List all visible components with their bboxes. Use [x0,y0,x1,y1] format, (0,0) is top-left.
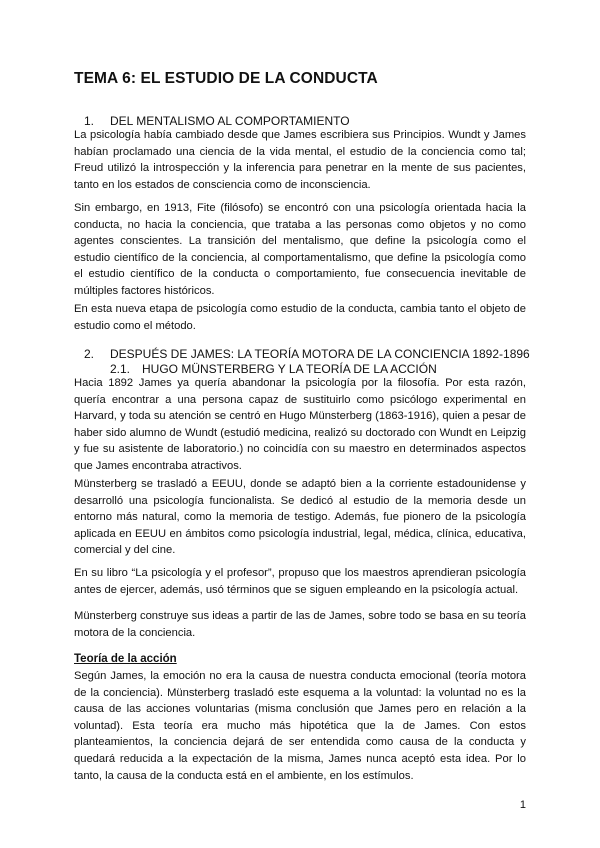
section-number: 2. [84,347,95,361]
paragraph-2: Sin embargo, en 1913, Fite (filósofo) se encontró con una psicología orientada hacia la conducta, no hacia la conciencia, que trataba a las personas como objetos y no como agentes conscientes. La transición del mentalismo, que define la psicología como el estudio científico de la conciencia, al comportamentalismo, que define la psicología como el estudio científico de la conducta o comportamiento, fue consecuencia inevitable de múltiples factores históricos. [74,202,526,297]
subheading-theory: Teoría de la acción [74,653,177,665]
paragraph-5: Münsterberg se trasladó a EEUU, donde se adaptó bien a la corriente estadounidense y desarrolló una psicología funcionalista. Se dedicó al estudio de la memoria desde un entorno más natural, como la memoria de testigo. Además, fue pionero de la psicología aplicada en EEUU en ámbitos como psicología industrial, legal, médica, clínica, educativa, comercial y del cine. [74,478,526,557]
paragraph-7: Münsterberg construye sus ideas a partir de las de James, sobre todo se basa en su teoría motora de la conciencia. [74,610,526,639]
section-heading-2 [84,347,530,361]
section-number: 1. [84,114,95,128]
paragraph-1: La psicología había cambiado desde que James escribiera sus Principios. Wundt y James habían proclamado una ciencia de la vida mental, el estudio de la conciencia como tal; Freud utilizó la introspección y la inferencia para penetrar en la mente de sus pacientes, tanto en los estados de consciencia como de inconsciencia. [74,129,526,191]
section-label: DESPUÉS DE JAMES: LA TEORÍA MOTORA DE LA CONCIENCIA 1892-1896 [110,347,530,361]
section-heading-1 [84,114,350,128]
section-label: HUGO MÜNSTERBERG Y LA TEORÍA DE LA ACCIÓN [142,362,437,376]
section-label: DEL MENTALISMO AL COMPORTAMIENTO [110,114,350,128]
page-number: 1 [519,799,526,811]
paragraph-3: En esta nueva etapa de psicología como estudio de la conducta, cambia tanto el objeto de estudio como el método. [74,303,526,332]
section-number: 2.1. [110,362,131,376]
section-heading-2-1 [110,362,437,376]
paragraph-8: Según James, la emoción no era la causa de nuestra conducta emocional (teoría motora de la conciencia). Münsterberg trasladó este esquema a la voluntad: la voluntad no es la causa de las acciones voluntarias (misma conclusión que James pero en relación a la voluntad). Esta teoría era mucho más hipotética que la de James. Con estos planteamientos, la conciencia dejará de ser entendida como causa de la conducta y quedará reducida a la expectación de la misma, James nunca aceptó esta idea. Por lo tanto, la causa de la conducta está en el ambiente, en los estímulos. [74,670,526,782]
page-title: TEMA 6: EL ESTUDIO DE LA CONDUCTA [74,70,378,87]
paragraph-6: En su libro “La psicología y el profesor”, propuso que los maestros aprendieran psicología antes de ejercer, además, usó términos que se siguen empleando en la psicología actual. [74,567,526,596]
paragraph-4: Hacia 1892 James ya quería abandonar la psicología por la filosofía. Por esta razón, quería encontrar a una persona capaz de sustituirlo como psicólogo experimental en Harvard, y toda su atención se centró en Hugo Münsterberg (1863-1916), quien a pesar de haber sido alumno de Wundt (estudió medicina, realizó su doctorado con Wundt en Leipzig y fue su asistente de laboratorio.) no coincidía con su maestro en determinados aspectos que James encontraba atractivos. [74,377,526,472]
